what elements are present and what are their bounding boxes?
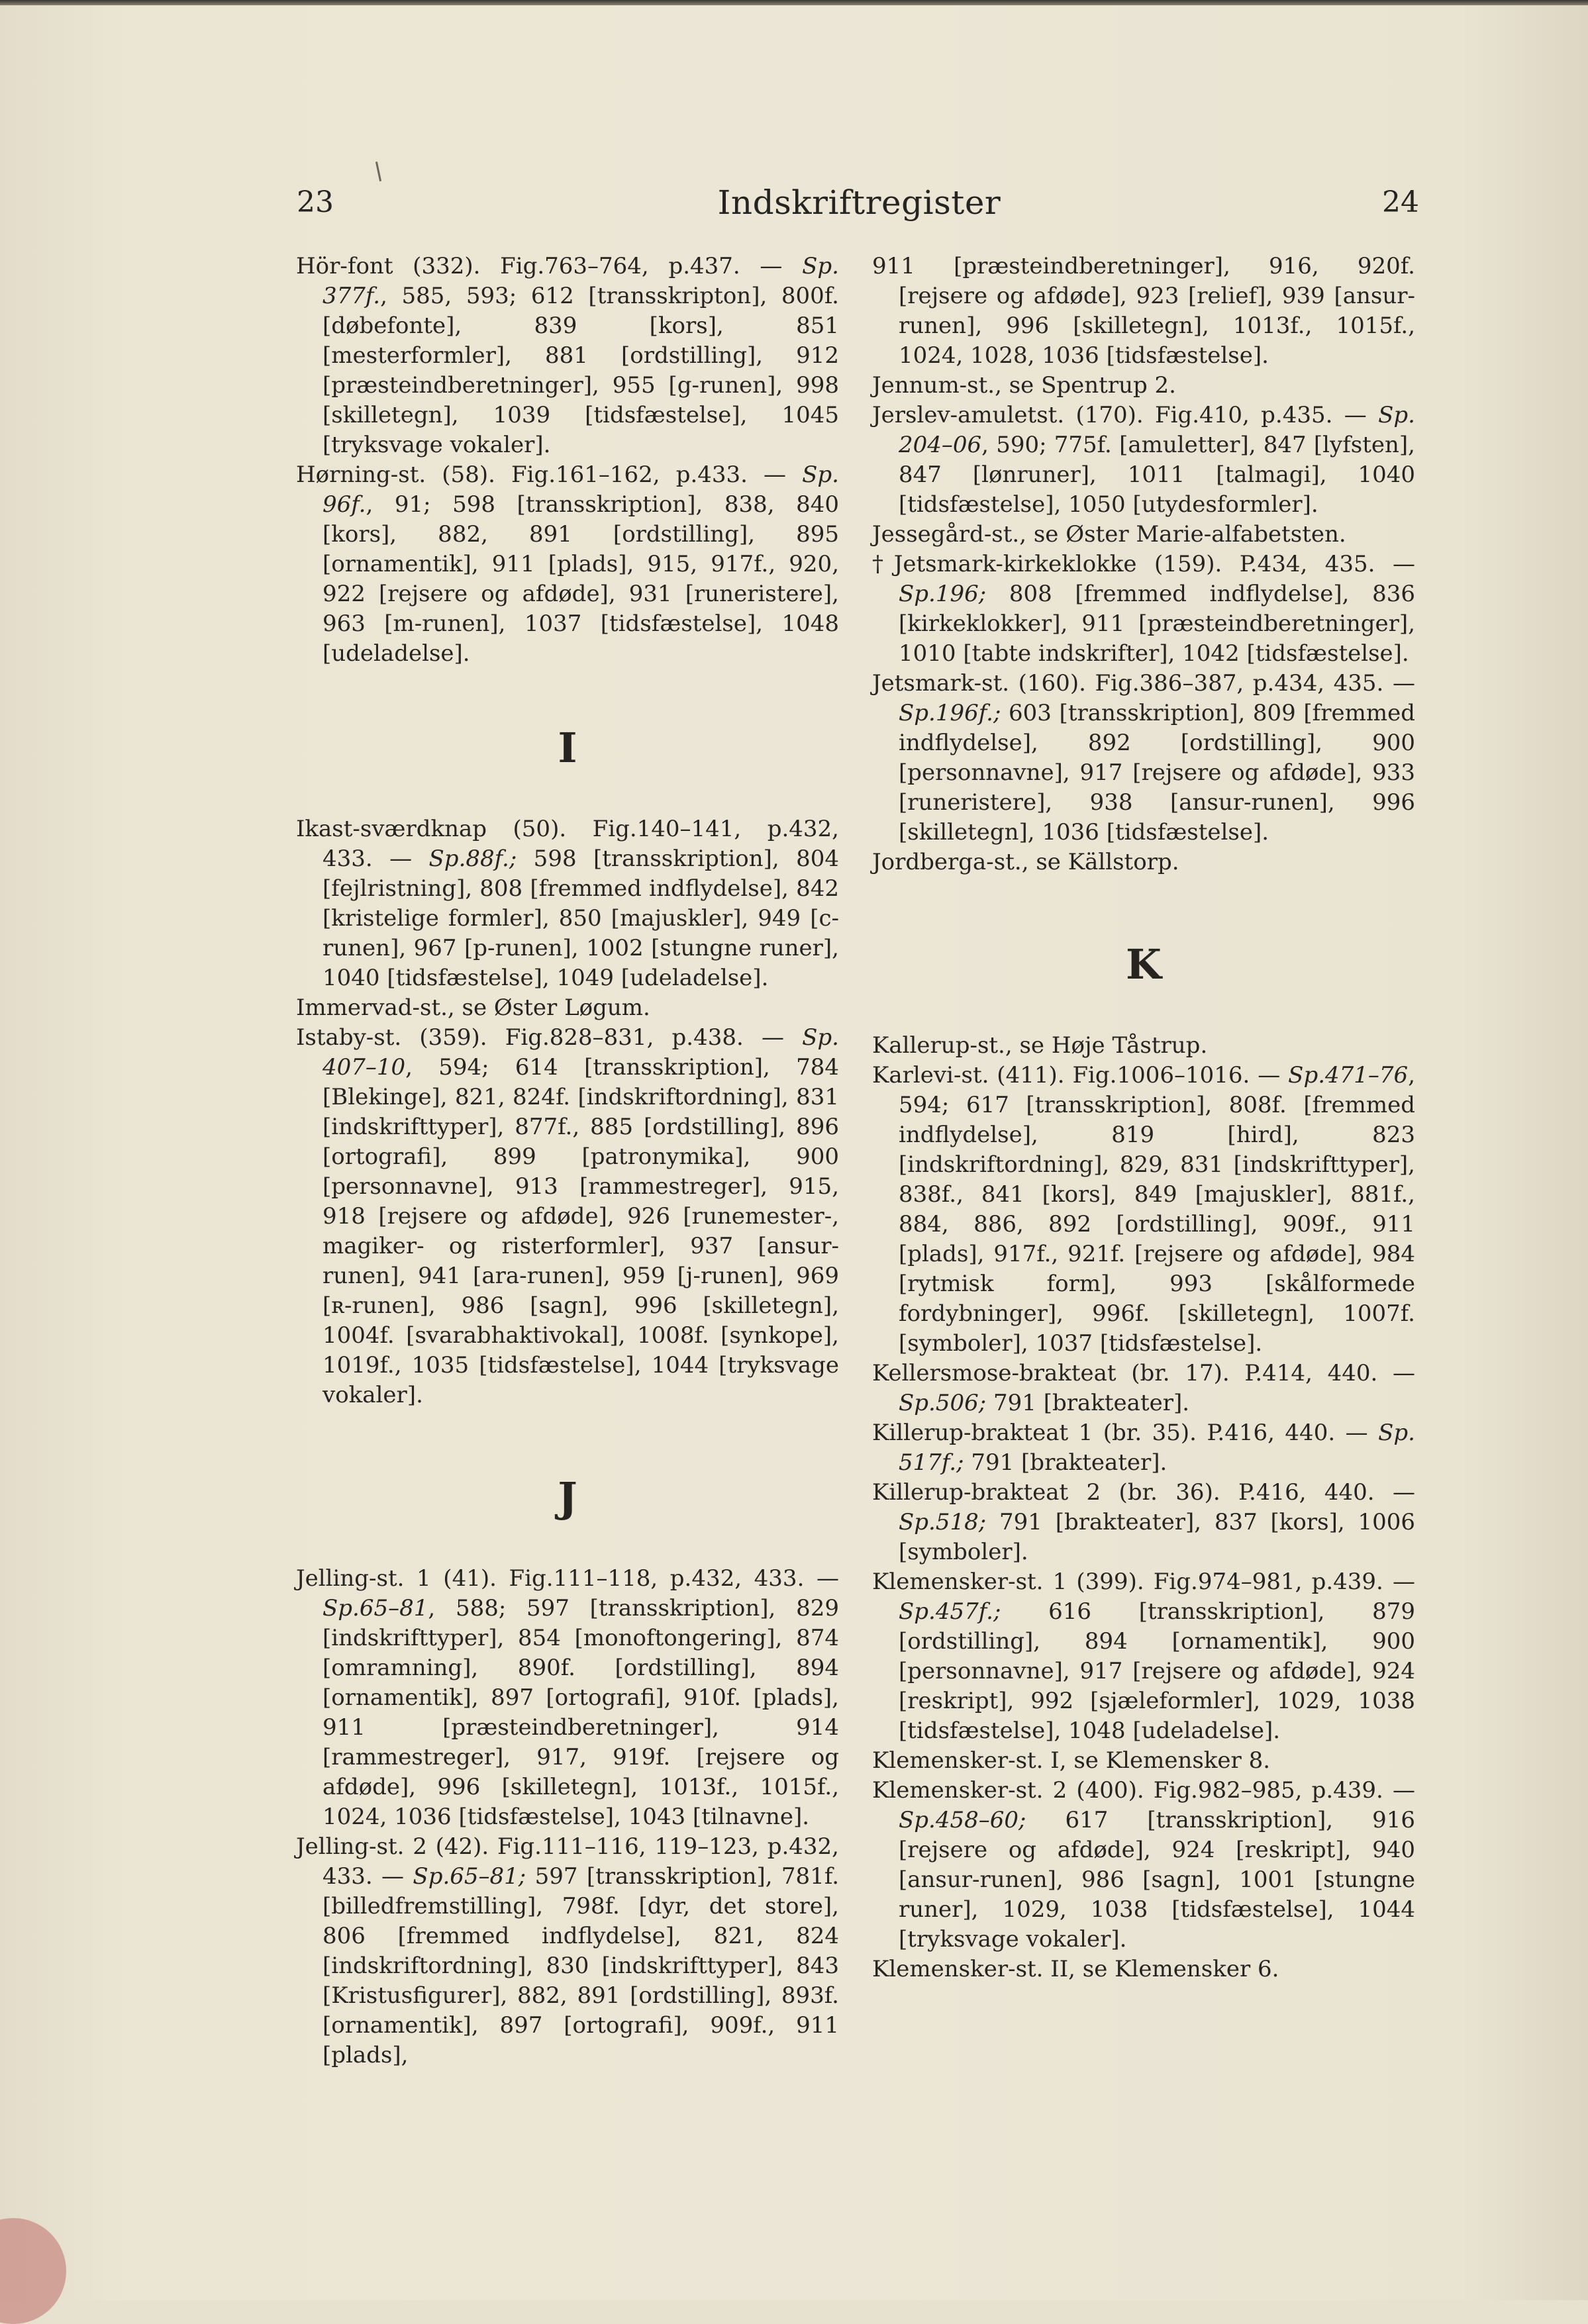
column-reference: Sp. 377f. <box>323 253 839 309</box>
entry-references: , 594; 614 [transskription], 784 [Blekinge], 821, 824f. [indskriftordning], 831 [indskrifttyper], 877f., 885 [ordstilling], 896 [ortografi], 899 [patronymika], 900 [personnavne], 913 [rammestreger], 915, 918 [rejsere og afdøde], 926 [runemester-, magiker- og risterformler], 937 [ansur-runen], 941 [ara-runen], 959 [j-runen], 969 [ʀ-runen], 986 [sagn], 996 [skilletegn], 1004f. [svarabhaktivokal], 1008f. [synkope], 1019f., 1035 [tidsfæstelse], 1044 [tryksvage vokaler]. <box>323 1054 839 1408</box>
entry-heading: Jessegård-st., se Øster Marie-alfabetsten. <box>872 521 1346 548</box>
running-title: Indskriftregister <box>717 183 1001 222</box>
entry-heading: Killerup-brakteat 1 (br. 35). P.416, 440. — <box>872 1420 1379 1446</box>
entry-group <box>296 814 839 1410</box>
entry-heading: Hör-font (332). Fig.763–764, p.437. — <box>296 253 803 279</box>
column-reference: Sp.88f.; <box>428 846 517 872</box>
right-page-number: 24 <box>1382 185 1419 219</box>
index-entry <box>872 520 1415 550</box>
entry-heading: 911 [præsteindberetninger], 916, 920f. [rejsere og afdøde], 923 [relief], 939 [ansur-runen], 996 [skilletegn], 1013f., 1015f., 1024, 1028, 1036 [tidsfæstelse]. <box>872 253 1415 369</box>
index-entry <box>872 1955 1415 1984</box>
entry-references: , 91; 598 [transskription], 838, 840 [kors], 882, 891 [ordstilling], 895 [ornamentik], 911 [plads], 915, 917f., 920, 922 [rejsere og afdøde], 931 [runeristere], 963 [m-runen], 1037 [tidsfæstelse], 1048 [udeladelse]. <box>323 491 839 667</box>
entry-references: 617 [transskription], 916 [rejsere og afdøde], 924 [reskript], 940 [ansur-runen], 986 [sagn], 1001 [stungne runer], 1029, 1038 [tidsfæstelse], 1044 [tryksvage vokaler]. <box>899 1807 1415 1953</box>
entry-heading: Hørning-st. (58). Fig.161–162, p.433. — <box>296 461 803 488</box>
section-letter-i: I <box>558 724 577 772</box>
entry-heading: †Jetsmark-kirkeklokke (159). P.434, 435. — <box>872 551 1415 577</box>
column-reference: Sp.65–81 <box>323 1595 428 1622</box>
index-entry <box>296 252 839 460</box>
entry-heading: Istaby-st. (359). Fig.828–831, p.438. — <box>296 1024 803 1051</box>
index-entry <box>872 1776 1415 1955</box>
column-reference: Sp.196f.; <box>899 700 1001 726</box>
index-entry <box>872 669 1415 847</box>
entry-references: 791 [brakteater]. <box>964 1449 1167 1476</box>
entry-heading: Kallerup-st., se Høje Tåstrup. <box>872 1032 1208 1059</box>
entry-references: 598 [transskription], 804 [fejlristning], 808 [fremmed indflydelse], 842 [kristelige formler], 850 [majuskler], 949 [c-runen], 967 [p-runen], 1002 [stungne runer], 1040 [tidsfæstelse], 1049 [udeladelse]. <box>323 846 839 991</box>
index-entry <box>296 460 839 669</box>
entry-heading: Kellersmose-brakteat (br. 17). P.414, 440. — <box>872 1360 1415 1386</box>
column-reference: Sp. 204–06 <box>899 402 1415 458</box>
section-letter-j: J <box>558 1473 577 1522</box>
entry-heading: Klemensker-st. I, se Klemensker 8. <box>872 1747 1271 1774</box>
column-reference: Sp.196; <box>899 581 987 607</box>
left-page-number: 23 <box>297 185 334 219</box>
index-entry <box>872 401 1415 520</box>
entry-heading: Jennum-st., se Spentrup 2. <box>872 372 1176 399</box>
entry-references: , 585, 593; 612 [transskripton], 800f. [døbefonte], 839 [kors], 851 [mesterformler], 881 [ordstilling], 912 [præsteindberetninger], 955 [g-runen], 998 [skilletegn], 1039 [tidsfæstelse], 1045 [tryksvage vokaler]. <box>323 283 839 458</box>
entry-heading: Klemensker-st. 1 (399). Fig.974–981, p.439. — <box>872 1569 1415 1595</box>
entry-heading: Ikast-sværdknap (50). Fig.140–141, p.432, 433. — <box>296 816 839 872</box>
entry-references: , 594; 617 [transskription], 808f. [fremmed indflydelse], 819 [hird], 823 [indskriftordning], 829, 831 [indskrifttyper], 838f., 841 [kors], 849 [majuskler], 881f., 884, 886, 892 [ordstilling], 909f., 911 [plads], 917f., 921f. [rejsere og afdøde], 984 [rytmisk form], 993 [skålformede fordybninger], 996f. [skilletegn], 1007f. [symboler], 1037 [tidsfæstelse]. <box>899 1062 1415 1357</box>
index-entry <box>872 1061 1415 1359</box>
index-entry <box>872 550 1415 669</box>
page-top-edge <box>0 0 1588 5</box>
index-entry <box>872 1746 1415 1776</box>
entry-heading: Klemensker-st. 2 (400). Fig.982–985, p.439. — <box>872 1777 1415 1804</box>
entry-heading: Jetsmark-st. (160). Fig.386–387, p.434, 435. — <box>872 670 1415 697</box>
left-column <box>296 252 839 2070</box>
entry-heading: Karlevi-st. (411). Fig.1006–1016. — <box>872 1062 1289 1089</box>
entry-references: , 588; 597 [transskription], 829 [indskrifttyper], 854 [monoftongering], 874 [omramning], 890f. [ordstilling], 894 [ornamentik], 897 [ortografi], 910f. [plads], 911 [præsteindberetninger], 914 [rammestreger], 917, 919f. [rejsere og afdøde], 996 [skilletegn], 1013f., 1015f., 1024, 1036 [tidsfæstelse], 1043 [tilnavne]. <box>323 1595 839 1830</box>
column-reference: Sp.65–81; <box>413 1863 526 1890</box>
column-reference: Sp.458–60; <box>899 1807 1026 1833</box>
entry-group <box>872 252 1415 877</box>
index-entry <box>872 1031 1415 1061</box>
entry-group <box>296 252 839 669</box>
entry-heading: Immervad-st., se Øster Løgum. <box>296 994 650 1021</box>
entry-references: 791 [brakteater], 837 [kors], 1006 [symboler]. <box>899 1509 1415 1565</box>
index-entry <box>296 993 839 1023</box>
column-reference: Sp.471–76 <box>1288 1062 1409 1089</box>
entry-heading: Jelling-st. 1 (41). Fig.111–118, p.432, 433. — <box>296 1565 839 1592</box>
index-entry <box>872 847 1415 877</box>
index-entry <box>296 1832 839 2070</box>
index-entry <box>296 1564 839 1832</box>
entry-references: 808 [fremmed indflydelse], 836 [kirkeklokker], 911 [præsteindberetninger], 1010 [tabte indskrifter], 1042 [tidsfæstelse]. <box>899 581 1415 667</box>
entry-heading: Jordberga-st., se Källstorp. <box>872 849 1179 875</box>
section-letter-k: K <box>1126 940 1162 989</box>
index-entry <box>872 1359 1415 1418</box>
entry-references: 597 [transskription], 781f. [billedfremstilling], 798f. [dyr, det store], 806 [fremmed indflydelse], 821, 824 [indskriftordning], 830 [indskrifttyper], 843 [Kristusfigurer], 882, 891 [ordstilling], 893f. [ornamentik], 897 [ortografi], 909f., 911 [plads], <box>323 1863 839 2068</box>
column-reference: Sp.457f.; <box>899 1598 1001 1625</box>
entry-group <box>872 1031 1415 1984</box>
index-entry <box>872 252 1415 371</box>
entry-group <box>296 1564 839 2070</box>
index-entry <box>872 371 1415 401</box>
entry-heading: Jerslev-amuletst. (170). Fig.410, p.435. — <box>872 402 1379 428</box>
column-reference: Sp. 96f. <box>323 461 839 518</box>
entry-references: , 590; 775f. [amuletter], 847 [lyfsten], 847 [lønruner], 1011 [talmagi], 1040 [tidsfæstelse], 1050 [utydesformler]. <box>899 432 1415 518</box>
index-entry <box>872 1478 1415 1567</box>
entry-references: 603 [transskription], 809 [fremmed indflydelse], 892 [ordstilling], 900 [personnavne], 917 [rejsere og afdøde], 933 [runeristere], 938 [ansur-runen], 996 [skilletegn], 1036 [tidsfæstelse]. <box>899 700 1415 846</box>
entry-references: 616 [transskription], 879 [ordstilling], 894 [ornamentik], 900 [personnavne], 917 [rejsere og afdøde], 924 [reskript], 992 [sjæleformler], 1029, 1038 [tidsfæstelse], 1048 [udeladelse]. <box>899 1598 1415 1744</box>
right-column <box>872 252 1415 1984</box>
index-entry <box>296 1023 839 1410</box>
entry-references: 791 [brakteater]. <box>986 1390 1190 1416</box>
running-header <box>291 177 1427 228</box>
column-reference: Sp. 517f.; <box>899 1420 1415 1476</box>
index-entry <box>296 814 839 993</box>
entry-heading: Killerup-brakteat 2 (br. 36). P.416, 440. — <box>872 1479 1415 1506</box>
index-entry <box>872 1567 1415 1746</box>
index-entry <box>872 1418 1415 1478</box>
column-reference: Sp. 407–10 <box>323 1024 839 1081</box>
column-reference: Sp.506; <box>899 1390 987 1416</box>
entry-heading: Jelling-st. 2 (42). Fig.111–116, 119–123, p.432, 433. — <box>296 1833 839 1890</box>
column-reference: Sp.518; <box>899 1509 987 1535</box>
corner-stain <box>0 2218 66 2324</box>
entry-heading: Klemensker-st. II, se Klemensker 6. <box>872 1956 1279 1982</box>
